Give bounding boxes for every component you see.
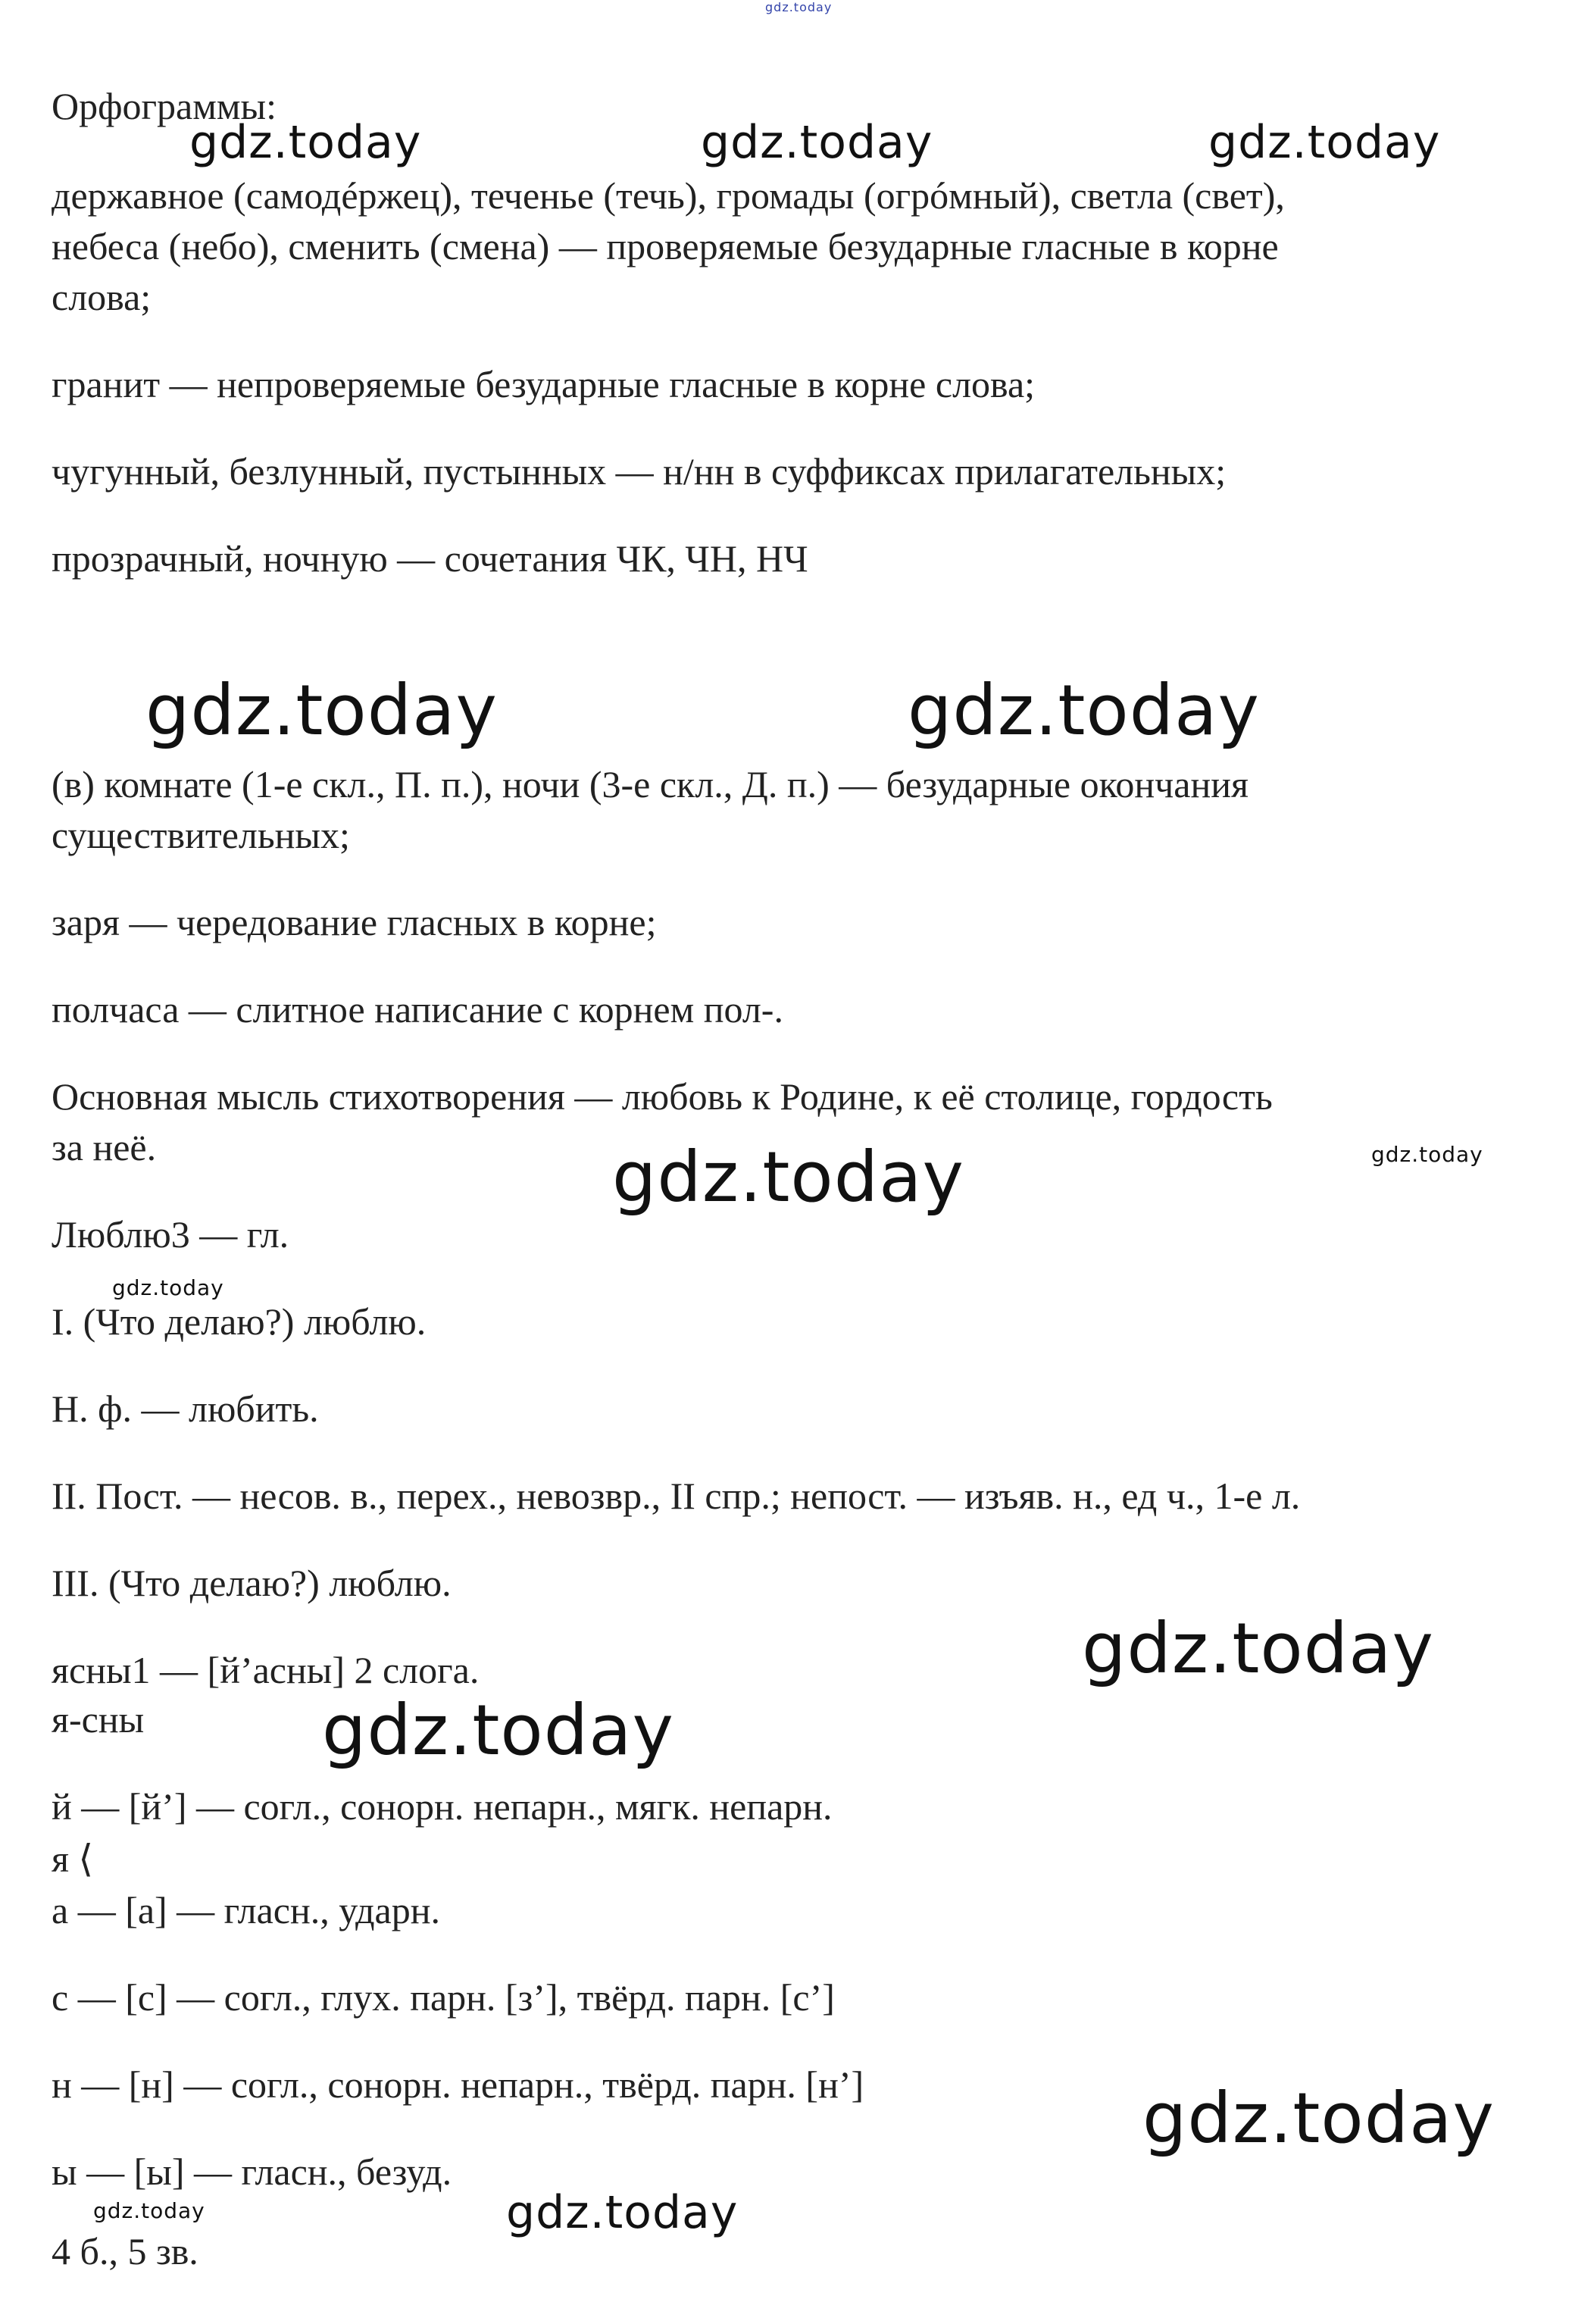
watermark: gdz.today [322, 1690, 674, 1771]
text-line: 4 б., 5 зв. [52, 2230, 198, 2272]
text-line: I. (Что делаю?) люблю. [52, 1300, 427, 1343]
text-line: II. Пост. — несов. в., перех., невозвр., II спр.; непост. — изъяв. н., ед ч., 1-е л. [52, 1475, 1301, 1517]
text-line: я ⟨ [52, 1838, 94, 1880]
text-line: прозрачный, ночную — сочетания ЧК, ЧН, НЧ [52, 537, 808, 580]
watermark: gdz.today [1142, 2078, 1495, 2159]
text-line: небеса (небо), сменить (смена) — проверяемые безударные гласные в корне [52, 225, 1279, 267]
text-line: й — [й’] — согл., сонорн. непарн., мягк. непарн. [52, 1785, 833, 1828]
text-line: Основная мысль стихотворения — любовь к Родине, к её столице, гордость [52, 1075, 1273, 1118]
text-line: я-сны [52, 1698, 145, 1741]
text-line: державное (самодéржец), теченье (течь), громады (огрóмный), светла (свет), [52, 174, 1285, 217]
text-line: слова; [52, 276, 152, 318]
watermark: gdz.today [1082, 1608, 1434, 1689]
watermark: gdz.today [1371, 1142, 1483, 1167]
watermark: gdz.today [908, 670, 1260, 751]
text-line: ы — [ы] — гласн., безуд. [52, 2150, 452, 2193]
watermark: gdz.today [189, 116, 422, 169]
text-line: гранит — непроверяемые безударные гласные в корне слова; [52, 363, 1036, 405]
heading-orthograms: Орфограммы: [52, 85, 277, 127]
text-line: (в) комнате (1-е скл., П. п.), ночи (3-е скл., Д. п.) — безударные окончания [52, 763, 1249, 805]
watermark: gdz.today [612, 1137, 964, 1218]
text-line: чугунный, безлунный, пустынных — н/нн в суффиксах прилагательных; [52, 450, 1227, 493]
watermark: gdz.today [506, 2186, 739, 2239]
watermark: gdz.today [112, 1275, 224, 1300]
watermark: gdz.today [93, 2198, 205, 2223]
watermark-top: gdz.today [765, 0, 833, 14]
text-line: III. (Что делаю?) люблю. [52, 1562, 452, 1604]
text-line: ясны1 — [й’асны] 2 слога. [52, 1649, 480, 1691]
text-line: за неё. [52, 1126, 157, 1168]
watermark: gdz.today [1208, 116, 1441, 169]
text-line: заря — чередование гласных в корне; [52, 901, 657, 943]
watermark: gdz.today [145, 670, 498, 751]
watermark: gdz.today [701, 116, 933, 169]
text-line: с — [с] — согл., глух. парн. [з’], твёрд. парн. [с’] [52, 1976, 835, 2019]
text-line: существительных; [52, 814, 350, 856]
text-line: Люблю3 — гл. [52, 1213, 289, 1256]
text-line: н — [н] — согл., сонорн. непарн., твёрд. парн. [н’] [52, 2063, 864, 2106]
text-line: Н. ф. — любить. [52, 1387, 319, 1430]
text-line: а — [а] — гласн., ударн. [52, 1889, 440, 1931]
text-line: полчаса — слитное написание с корнем пол-. [52, 988, 783, 1031]
